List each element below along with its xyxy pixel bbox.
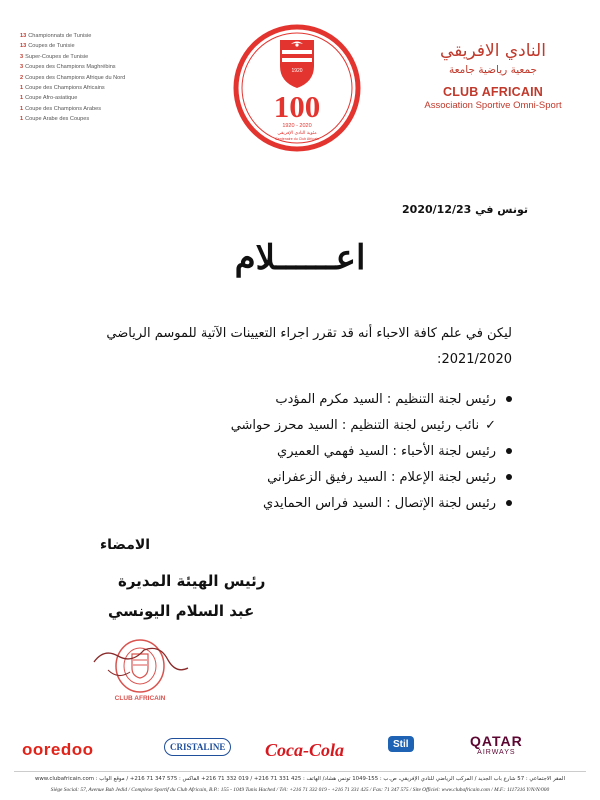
club-name-en: CLUB AFRICAIN [442,85,544,99]
honour-item: 3 Super-Coupes de Tunisie [20,53,89,60]
footer-divider [14,771,586,772]
honour-item: 1 Coupe des Champions Africains [20,85,105,92]
logo-motto-ar: مئوية النادي الإفريقي [277,131,317,136]
document-date: تونس في 2020/12/23 [402,203,528,216]
cristaline-logo: CRISTALINE [164,738,231,756]
signatory-role: رئيس الهيئة المديرة [118,572,266,590]
bullet-icon [506,448,512,454]
sponsors-bar [0,733,600,766]
honour-item: 13 Coupes de Tunisie [20,43,75,50]
club-name-ar: النادي الافريقي [440,41,546,61]
club-header [408,40,578,111]
bullet-icon [506,500,512,506]
document-title: اعــــــلام [234,238,366,278]
honour-item: 13 Championnats de Tunisie [20,33,92,39]
appointments-list [112,387,512,517]
footer-address-ar: المقر الاجتماعي : 57 شارع باب الجديد / المركب الرياضي للنادي الإفريقي، ص.ب : 155-1049 تونس هشاد/ الهاتف : 425 331 71 216+ / 019 332 71 216+ الفاكس : 575 347 71 216+ / موقع الواب : www.clubafricain.com [34,776,566,782]
ooredoo-logo: ooredoo [22,740,94,759]
club-subtitle-ar: جمعية رياضية جامعة [448,64,537,76]
honour-item: 2 Coupes des Champions Afrique du Nord [20,74,126,81]
appointment-item: رئيس لجنة الأحباء : السيد فهمي العميري [112,439,512,465]
appointment-item: رئيس لجنة الإعلام : السيد رفيق الزعفراني [112,465,512,491]
honour-item: 1 Coupe Afro-asiatique [20,95,78,102]
signature-scribble [94,648,188,669]
bullet-icon [506,396,512,402]
club-subtitle-en: Association Sportive Omni-Sport [424,100,562,111]
club-stamp [90,630,198,702]
honour-item: 3 Coupes des Champions Maghrébins [20,64,116,71]
signature-label: الامضاء [100,537,151,553]
logo-founded: 1920 [291,68,303,74]
honour-item: 1 Coupe Arabe des Coupes [20,116,90,123]
appointment-item: رئيس لجنة التنظيم : السيد مكرم المؤدب [112,387,512,413]
stil-logo: Stil [388,736,414,752]
qatar-airways-logo: QATAR AIRWAYS [470,733,523,756]
appointment-item: ✓نائب رئيس لجنة التنظيم : السيد محرز حواشي [112,413,496,439]
signatory-name: عبد السلام اليونسي [108,602,255,620]
intro-paragraph: ليكن في علم كافة الاحباء أنه قد تقرر اجراء التعيينات الآتية للموسم الرياضي 2021/2020: [106,326,512,367]
logo-centenary: 100 [273,89,321,124]
footer-address-fr: Siège Social: 57, Avenue Bab Jedid / Complexe Sportif du Club Africain, B.P.: 155 - 1049 Tunis Hached / Tél: +216 71 332 019 - +216 71 331 425 / Fax: 71 347 575 / Site Officiel: www.clubafricain.com / M.F.: 1117316 Y/N/N/000 [50,787,550,793]
honours-list [20,31,190,125]
centenary-logo [233,24,361,152]
stamp-text: CLUB AFRICAIN [114,695,166,702]
logo-motto-fr: Centenaire du Club Africain [275,137,319,141]
checkmark-icon: ✓ [485,418,496,433]
appointment-item: رئيس لجنة الإتصال : السيد فراس الحمايدي [112,491,512,517]
bullet-icon [506,474,512,480]
coca-cola-logo: Coca-Cola [265,740,344,760]
logo-years: 1920 - 2020 [282,123,312,129]
honour-item: 1 Coupe des Champions Arabes [20,105,101,112]
